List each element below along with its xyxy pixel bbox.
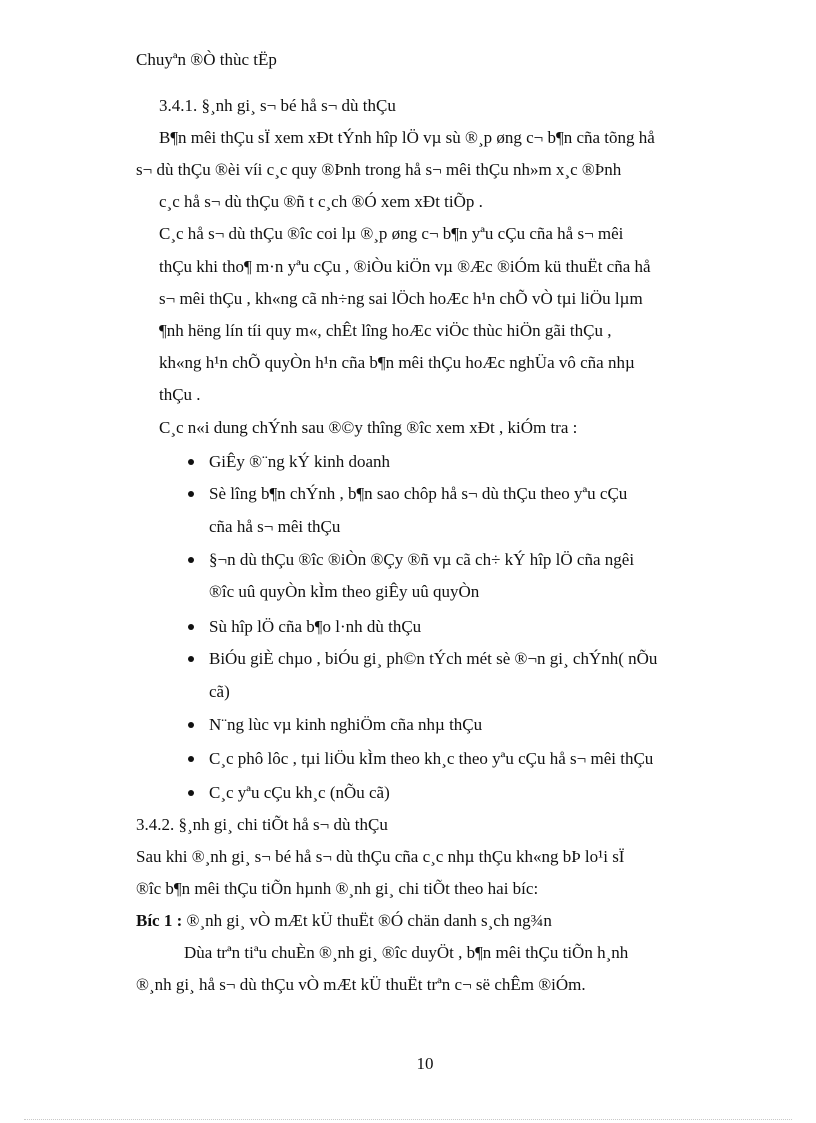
running-header: Chuyªn ®Ò thùc tËp [136,50,277,69]
paragraph-line: c¸c hå s¬ dù thÇu ®ñ t c¸ch ®Ó xem xÐt tiÕp . [159,192,483,211]
list-item: C¸c phô lôc , tµi liÖu kÌm theo kh¸c theo yªu cÇu hå s¬ mêi thÇu [209,749,654,768]
list-item-continuation: cã) [209,682,230,701]
bullet-dot [188,491,194,497]
bullet-dot [188,656,194,662]
bullet-dot [188,624,194,630]
list-item: Sè lîng b¶n chÝnh , b¶n sao chôp hå s¬ dù thÇu theo yªu cÇu [209,484,628,503]
paragraph-line: ®îc b¶n mêi thÇu tiÕn hµnh ®¸nh gi¸ chi tiÕt theo hai bíc: [136,879,539,898]
list-item: §¬n dù thÇu ®îc ®iÒn ®Çy ®ñ vµ cã ch÷ kÝ hîp lÖ cña ngêi [209,550,635,569]
section-heading-3-4-2: 3.4.2. §¸nh gi¸ chi tiÕt hå s¬ dù thÇu [136,815,388,834]
paragraph-line: ¶nh hëng lín tíi quy m«, chÊt lîng hoÆc viÖc thùc hiÖn gãi thÇu , [159,321,612,340]
paragraph-line: thÇu . [159,385,201,404]
paragraph-line: Dùa trªn tiªu chuÈn ®¸nh gi¸ ®îc duyÖt , b¶n mêi thÇu tiÕn h¸nh [184,943,629,962]
list-item: BiÓu giÈ chµo , biÓu gi¸ ph©n tÝch mét sè ®¬n gi¸ chÝnh( nÕu [209,649,658,668]
step-label: Bíc 1 : [136,911,183,930]
step-line [136,910,552,932]
bullet-dot [188,557,194,563]
list-item: Sù hîp lÖ cña b¶o l·nh dù thÇu [209,617,422,636]
bullet-dot [188,722,194,728]
paragraph-line: C¸c hå s¬ dù thÇu ®îc coi lµ ®¸p øng c¬ b¶n yªu cÇu cña hå s¬ mêi [159,224,624,243]
bullet-dot [188,756,194,762]
paragraph-line: s¬ mêi thÇu , kh«ng cã nh÷ng sai lÖch hoÆc h¹n chÕ vÒ tµi liÖu lµm [159,289,643,308]
list-item-continuation: ®îc uû quyÒn kÌm theo giÊy uû quyÒn [209,582,480,601]
section-heading-3-4-1: 3.4.1. §¸nh gi¸ s¬ bé hå s¬ dù thÇu [159,96,396,115]
page-number: 10 [416,1054,434,1073]
paragraph-line: s¬ dù thÇu ®èi víi c¸c quy ®Þnh trong hå s¬ mêi thÇu nh»m x¸c ®Þnh [136,160,622,179]
page-bottom-rule [24,1119,792,1120]
list-item: GiÊy ®¨ng kÝ kinh doanh [209,452,391,471]
list-item: C¸c yªu cÇu kh¸c (nÕu cã) [209,783,390,802]
paragraph-line: ®¸nh gi¸ hå s¬ dù thÇu vÒ mÆt kÜ thuËt trªn c¬ së chÊm ®iÓm. [136,975,586,994]
list-item: N¨ng lùc vµ kinh nghiÖm cña nhµ thÇu [209,715,483,734]
paragraph-line: kh«ng h¹n chÕ quyÒn h¹n cña b¶n mêi thÇu hoÆc nghÜa vô cña nhµ [159,353,635,372]
bullet-dot [188,790,194,796]
paragraph-line: thÇu khi tho¶ m·n yªu cÇu , ®iÒu kiÖn vµ ®Æc ®iÓm kü thuËt cña hå [159,257,651,276]
paragraph-line: Sau khi ®¸nh gi¸ s¬ bé hå s¬ dù thÇu cña c¸c nhµ thÇu kh«ng bÞ lo¹i sÏ [136,847,625,866]
list-item-continuation: cña hå s¬ mêi thÇu [209,517,341,536]
bullet-dot [188,459,194,465]
paragraph-line: C¸c n«i dung chÝnh sau ®©y thîng ®îc xem xÐt , kiÓm tra : [159,418,578,437]
step-text: ®¸nh gi¸ vÒ mÆt kÜ thuËt ®Ó chän danh s¸ch ng¾n [182,911,552,930]
paragraph-line: B¶n mêi thÇu sÏ xem xÐt tÝnh hîp lÖ vµ sù ®¸p øng c¬ b¶n cña tõng hå [159,128,655,147]
